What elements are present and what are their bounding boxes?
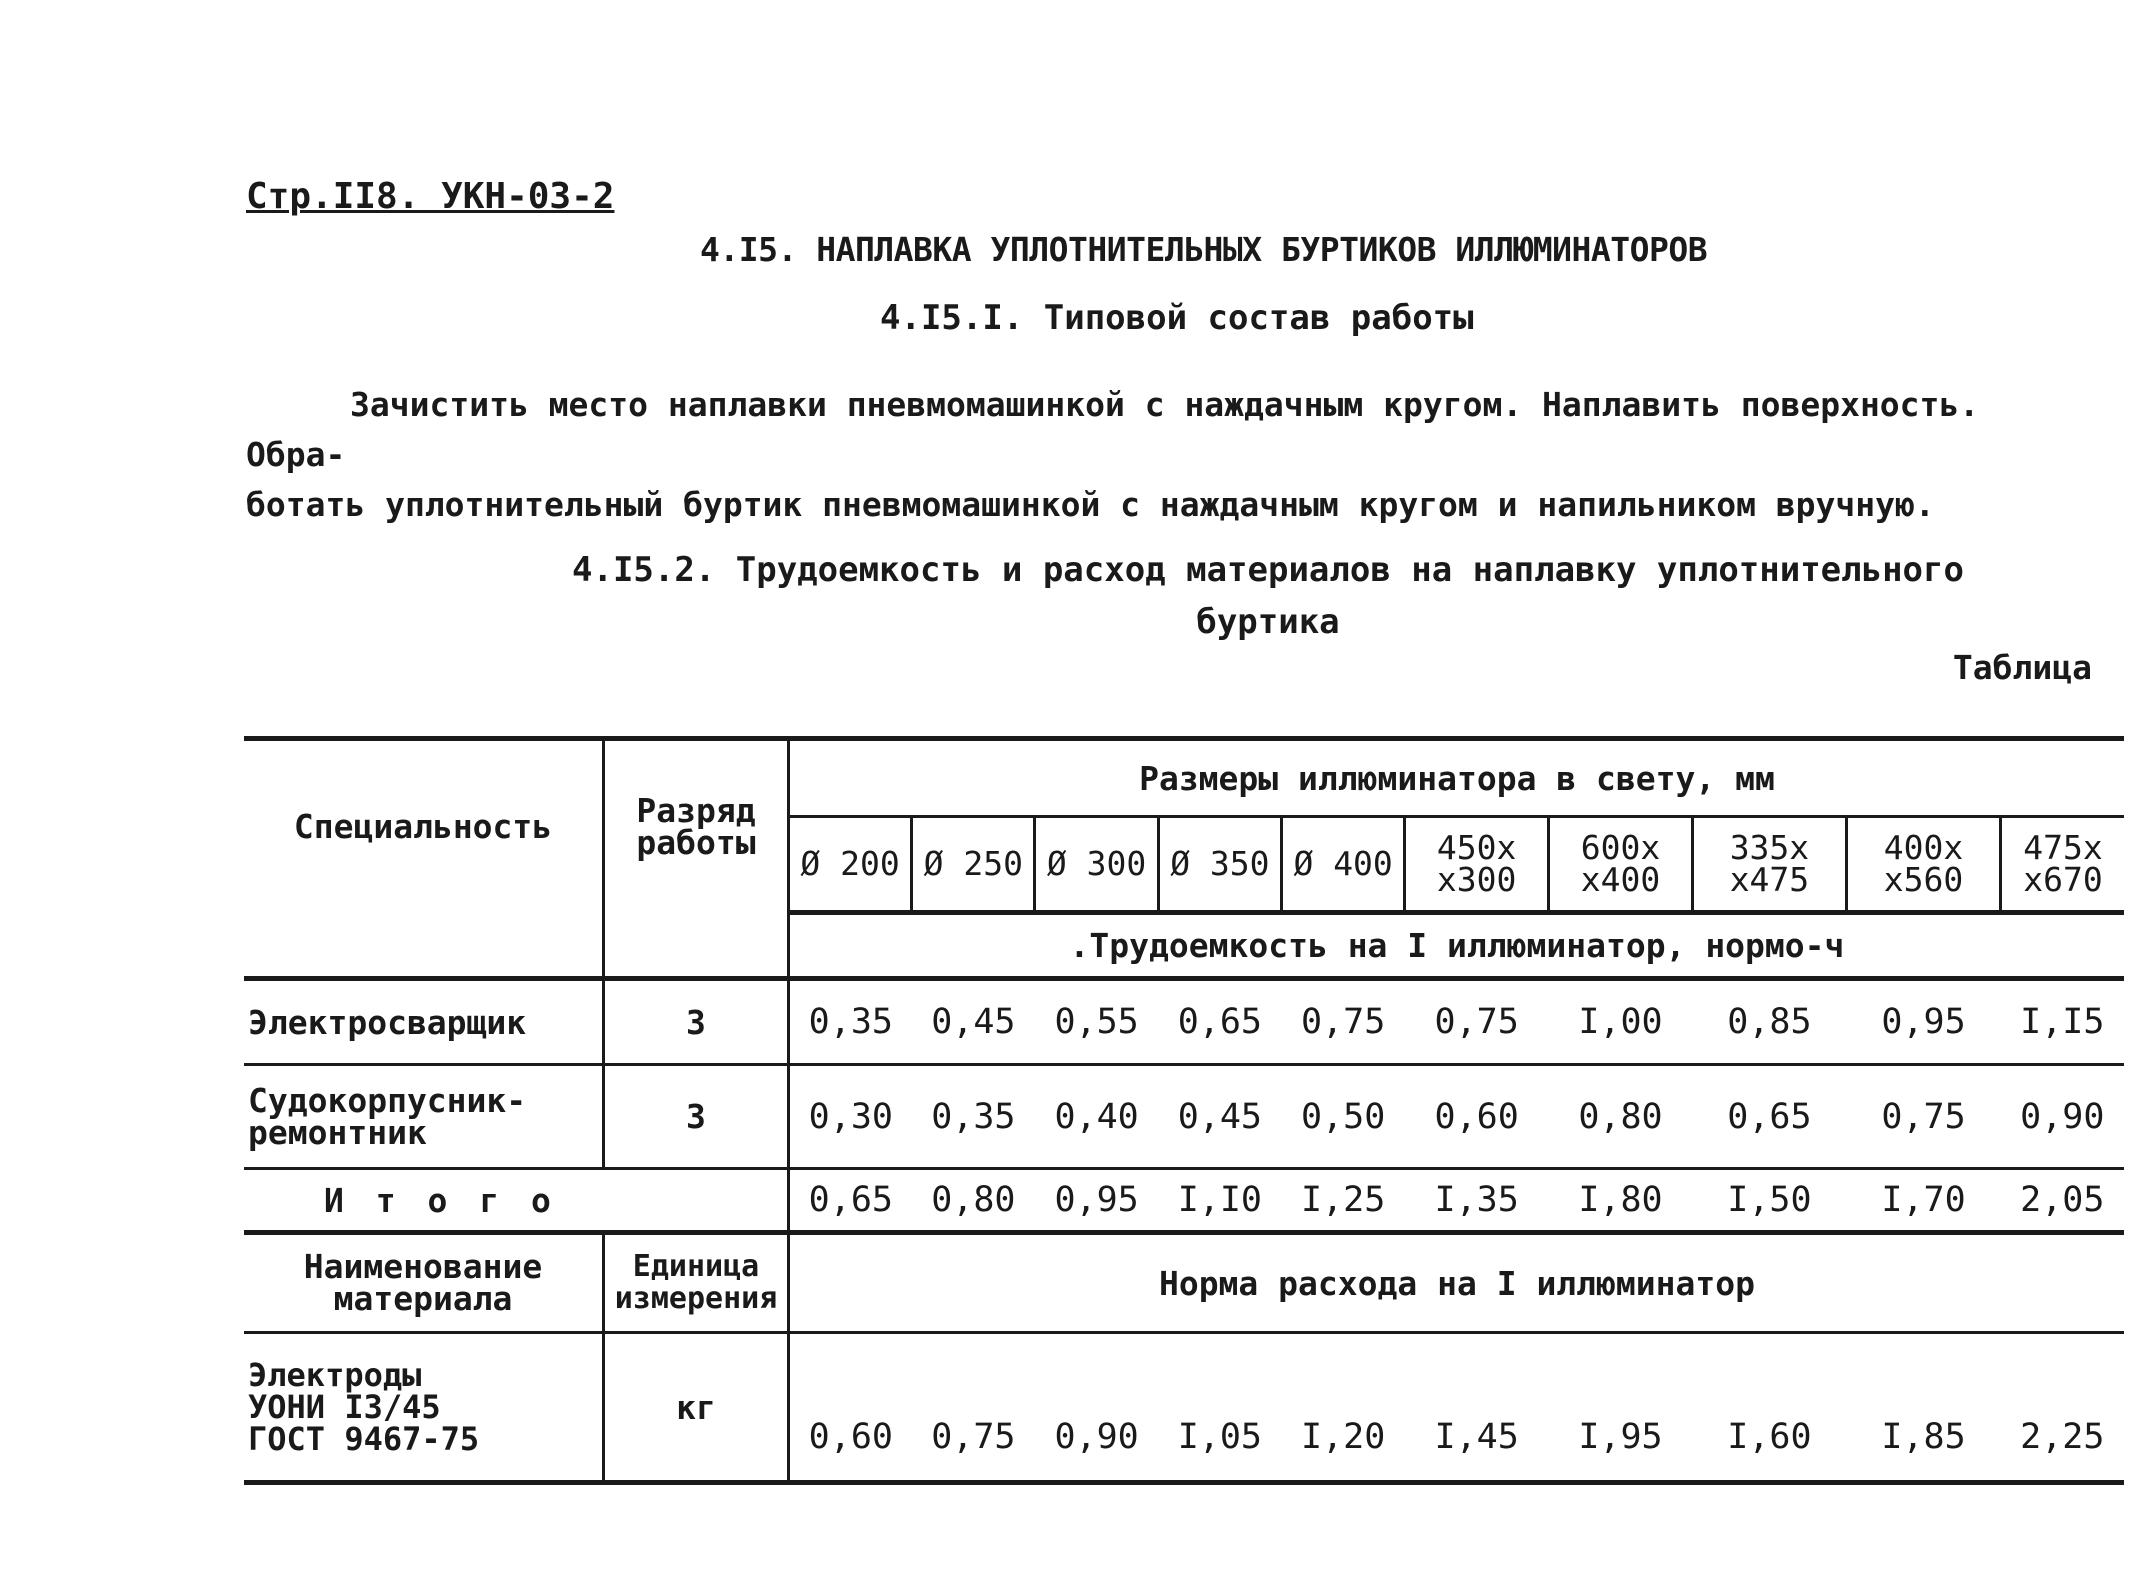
size-cell: 400х х560 [1846, 817, 2000, 913]
table-header-row [244, 739, 2124, 817]
total-value: I,25 [1282, 1169, 1405, 1233]
material-value: I,45 [1405, 1333, 1549, 1483]
material-value: I,95 [1549, 1333, 1693, 1483]
size-cell: Ø 300 [1035, 817, 1158, 913]
material-unit: кг [604, 1333, 789, 1483]
material-header-row [244, 1233, 2124, 1333]
header-material: Наименование материала [244, 1233, 604, 1333]
header-sizes-group: Размеры иллюминатора в свету, мм [788, 739, 2124, 817]
size-cell: Ø 350 [1158, 817, 1281, 913]
labor-value: 0,95 [1846, 979, 2000, 1065]
header-grade: Разряд работы [604, 739, 789, 913]
labor-value: 0,75 [1405, 979, 1549, 1065]
subsection-title: 4.I5.I. Типовой состав работы [880, 298, 1474, 338]
size-cell: Ø 200 [788, 817, 911, 913]
material-value: I,85 [1846, 1333, 2000, 1483]
section-title: 4.I5. НАПЛАВКА УПЛОТНИТЕЛЬНЫХ БУРТИКОВ ИЛЛЮМИНАТОРОВ [700, 230, 1708, 269]
labor-value: 0,45 [912, 979, 1035, 1065]
labor-value: 0,75 [1282, 979, 1405, 1065]
material-value: I,60 [1692, 1333, 1846, 1483]
page-reference: Стр.II8. УКН-03-2 [246, 176, 615, 217]
material-value: I,05 [1158, 1333, 1281, 1483]
labor-value: 0,30 [788, 1065, 911, 1169]
norms-table [244, 736, 2124, 1485]
material-value: 2,25 [2001, 1333, 2124, 1483]
material-value: 0,90 [1035, 1333, 1158, 1483]
header-specialty: Специальность [244, 739, 604, 913]
size-cell: 450х х300 [1405, 817, 1549, 913]
labor-value: 0,75 [1846, 1065, 2000, 1169]
work-description-line-1: Зачистить место наплавки пневмомашинкой с наждачным кругом. Наплавить поверхность. Обра- [246, 385, 1980, 474]
size-cell: 475х х670 [2001, 817, 2124, 913]
labor-value: 0,60 [1405, 1065, 1549, 1169]
table-title-line-1: 4.I5.2. Трудоемкость и расход материалов на наплавку уплотнительного [572, 550, 1964, 590]
material-row [244, 1333, 2124, 1483]
material-caption: Норма расхода на I иллюминатор [788, 1233, 2124, 1333]
labor-value: 0,45 [1158, 1065, 1281, 1169]
labor-value: 0,35 [912, 1065, 1035, 1169]
total-value: 0,80 [912, 1169, 1035, 1233]
specialty-name: Электросварщик [244, 979, 604, 1065]
labor-caption: .Трудоемкость на I иллюминатор, нормо-ч [788, 913, 2124, 979]
labor-value: 0,65 [1158, 979, 1281, 1065]
labor-value: 0,40 [1035, 1065, 1158, 1169]
total-value: I,70 [1846, 1169, 2000, 1233]
labor-value: 0,65 [1692, 1065, 1846, 1169]
total-value: I,I0 [1158, 1169, 1281, 1233]
labor-value: 0,35 [788, 979, 911, 1065]
total-value: 0,95 [1035, 1169, 1158, 1233]
labor-value: 0,90 [2001, 1065, 2124, 1169]
size-cell: Ø 400 [1282, 817, 1405, 913]
total-row [244, 1169, 2124, 1233]
material-value: 0,60 [788, 1333, 911, 1483]
labor-value: 0,85 [1692, 979, 1846, 1065]
header-unit: Единица измерения [604, 1233, 789, 1333]
labor-value: I,I5 [2001, 979, 2124, 1065]
specialty-name: Судокорпусник- ремонтник [244, 1065, 604, 1169]
total-value: I,50 [1692, 1169, 1846, 1233]
labor-row [244, 1065, 2124, 1169]
labor-value: 0,55 [1035, 979, 1158, 1065]
size-cell: 335х х475 [1692, 817, 1846, 913]
table-label: Таблица [1952, 648, 2092, 687]
labor-row [244, 979, 2124, 1065]
total-value: 0,65 [788, 1169, 911, 1233]
labor-value: 0,50 [1282, 1065, 1405, 1169]
labor-value: 0,80 [1549, 1065, 1693, 1169]
total-label: И т о г о [244, 1169, 788, 1233]
material-name: Электроды УОНИ I3/45 ГОСТ 9467-75 [244, 1333, 604, 1483]
table-title [548, 544, 1988, 648]
material-value: I,20 [1282, 1333, 1405, 1483]
total-value: 2,05 [2001, 1169, 2124, 1233]
work-description-line-2: ботать уплотнительный буртик пневмомашинкой с наждачным кругом и напильником вручную. [246, 485, 1935, 524]
size-cell: 600х х400 [1549, 817, 1693, 913]
labor-caption-row [244, 913, 2124, 979]
total-value: I,35 [1405, 1169, 1549, 1233]
work-description [246, 380, 2096, 530]
table-title-line-2: буртика [1196, 602, 1340, 642]
grade-value: 3 [604, 979, 789, 1065]
grade-value: 3 [604, 1065, 789, 1169]
labor-value: I,00 [1549, 979, 1693, 1065]
size-cell: Ø 250 [912, 817, 1035, 913]
total-value: I,80 [1549, 1169, 1693, 1233]
material-value: 0,75 [912, 1333, 1035, 1483]
